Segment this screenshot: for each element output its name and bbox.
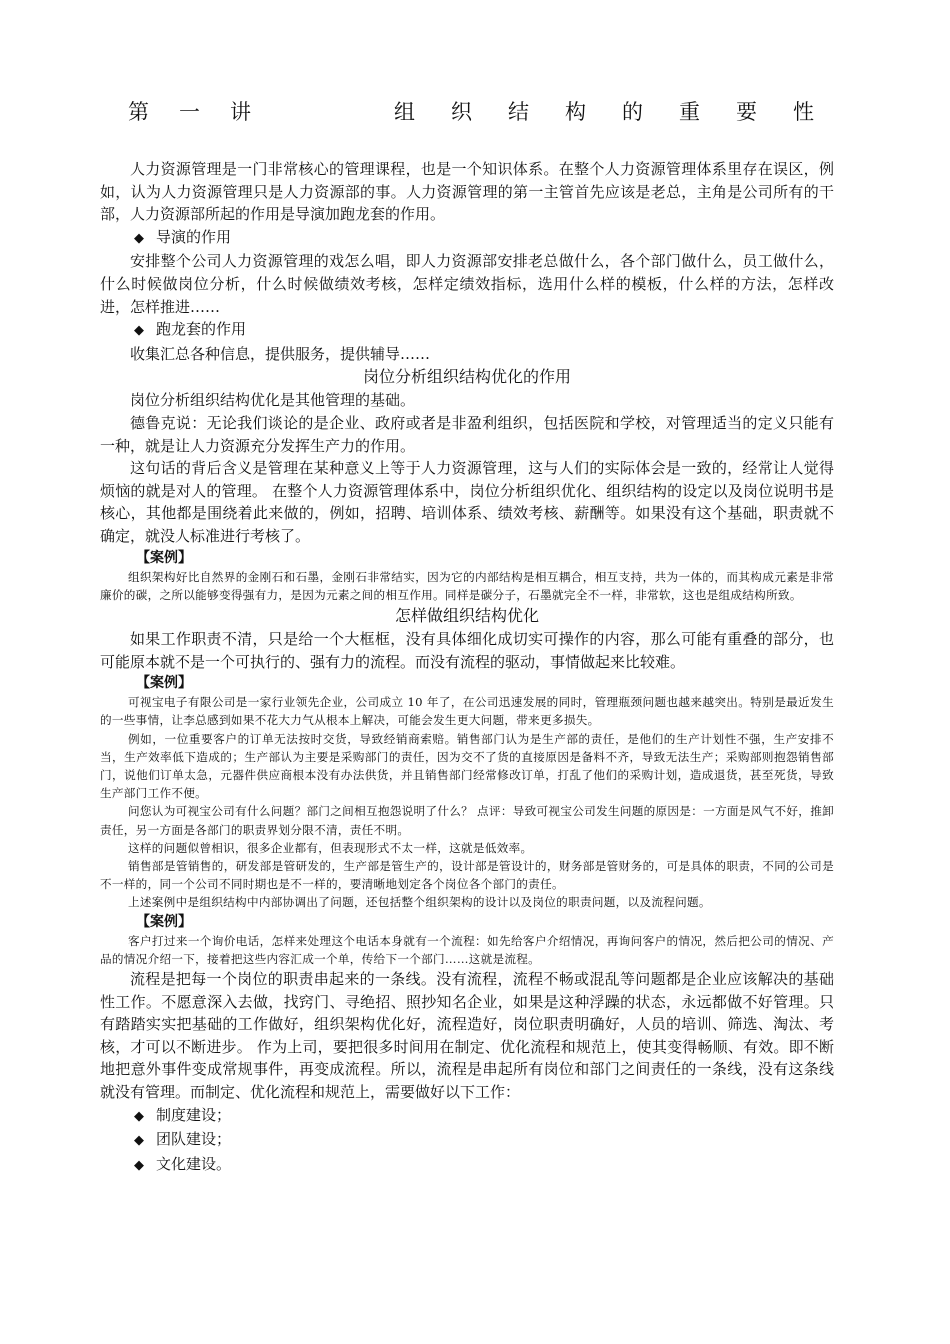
case-paragraph: 上述案例中是组织结构中内部协调出了问题，还包括整个组织架构的设计以及岗位的职责问题，以及流程问题。 (128, 895, 711, 910)
case-paragraph: 可视宝电子有限公司是一家行业领先企业，公司成立 10 年了，在公司迅速发展的同时，管理瓶颈问题也越来越突出。特别是最近发生的一些事情，让李总感到如果不花大力气从根本上解决，可能会发生更大问题，带来更多损失。 (100, 695, 834, 728)
lecture-topic: 组织结构的重要性 (394, 100, 850, 124)
bullet-item (100, 1104, 834, 1129)
body-paragraph: 如果工作职责不清，只是给一个大框框，没有具体细化成切实可操作的内容，那么可能有重叠的部分，也可能原本就不是一个可执行的、强有力的流程。而没有流程的驱动，事情做起来比较难。 (100, 629, 834, 671)
body-paragraph: 流程是把每一个岗位的职责串起来的一条线。没有流程，流程不畅或混乱等问题都是企业应该解决的基础性工作。不愿意深入去做，找窍门、寻绝招、照抄知名企业，如果是这种浮躁的状态，永远都做不好管理。只有踏踏实实把基础的工作做好，组织架构优化好，流程造好，岗位职责明确好，人员的培训、筛选、淘汰、考核，才可以不断进步。 作为上司，要把很多时间用在制定、优化流程和规范上，使其变得畅顺、有效。即不断地把意外事件变成常规事件，再变成流程。所以，流程是串起所有岗位和部门之间责任的一条线，没有这条线就没有管理。而制定、优化流程和规范上，需要做好以下工作： (100, 969, 834, 1101)
case-label: 【案例】 (136, 549, 192, 566)
body-paragraph: 人力资源管理是一门非常核心的管理课程，也是一个知识体系。在整个人力资源管理体系里存在误区，例如，认为人力资源管理只是人力资源部的事。人力资源管理的第一主管首先应该是老总，主角是公司所有的干部，人力资源部所起的作用是导演加跑龙套的作用。 (100, 160, 834, 224)
case-paragraph: 组织架构好比自然界的金刚石和石墨，金刚石非常结实，因为它的内部结构是相互耦合，相互支持，共为一体的，而其构成元素是非常廉价的碳，之所以能够变得强有力，是因为元素之间的相互作用。同样是碳分子，石墨就完全不一样，非常软，这也是组成结构所致。 (100, 569, 834, 602)
bullet-item (100, 318, 834, 343)
page-title (128, 96, 848, 126)
body-paragraph: 这句话的背后含义是管理在某种意义上等于人力资源管理，这与人们的实际体会是一致的，经常让人觉得烦恼的就是对人的管理。 在整个人力资源管理体系中，岗位分析组织优化、组织结构的设定以及岗位说明书是核心，其他都是围绕着此来做的，例如，招聘、培训体系、绩效考核、薪酬等。如果没有这个基础，职责就不确定，就没人标准进行考核了。 (100, 459, 834, 545)
lecture-number: 第一讲 (128, 100, 281, 124)
bullet-item (100, 1128, 834, 1153)
bullet-item (100, 1153, 834, 1178)
case-label: 【案例】 (136, 675, 192, 692)
case-paragraph: 销售部是管销售的，研发部是管研发的，生产部是管生产的，设计部是管设计的，财务部是管财务的，可是具体的职责，不同的公司是不一样的，同一个公司不同时期也是不一样的，要清晰地划定各个岗位各个部门的责任。 (100, 858, 834, 892)
diamond-bullet-icon: ◆ (134, 1157, 144, 1173)
bullet-text: 制度建设； (156, 1105, 232, 1124)
diamond-bullet-icon: ◆ (134, 1108, 144, 1124)
case-label: 【案例】 (136, 913, 192, 930)
body-paragraph: 德鲁克说：无论我们谈论的是企业、政府或者是非盈利组织，包括医院和学校，对管理适当的定义只能有一种，就是让人力资源充分发挥生产力的作用。 (100, 413, 834, 455)
diamond-bullet-icon: ◆ (134, 1133, 144, 1149)
bullet-text: 文化建设。 (156, 1154, 232, 1173)
bullet-text: 团队建设； (156, 1130, 232, 1149)
body-paragraph: 岗位分析组织结构优化是其他管理的基础。 (130, 391, 416, 410)
case-paragraph: 例如，一位重要客户的订单无法按时交货，导致经销商索赔。销售部门认为是生产部的责任，是他们的生产计划性不强，生产安排不当，生产效率低下造成的；生产部认为主要是采购部门的责任，因为交不了货的直接原因是备料不齐，导致无法生产；采购部则抱怨销售部门，说他们订单太急，元器件供应商根本没有办法供货，并且销售部门经常修改订单，打乱了他们的采购计划，造成退货，甚至死货，导致生产部门工作不便。 (100, 731, 834, 801)
case-paragraph: 问您认为可视宝公司有什么问题？部门之间相互抱怨说明了什么？ 点评：导致可视宝公司发生问题的原因是：一方面是风气不好，推卸责任，另一方面是各部门的职责界划分限不清，责任不明。 (100, 804, 834, 837)
section-heading: 怎样做组织结构优化 (394, 605, 539, 625)
bullet-text: 导演的作用 (156, 227, 232, 246)
diamond-bullet-icon: ◆ (134, 230, 144, 246)
case-paragraph: 这样的问题似曾相识，很多企业都有，但表现形式不太一样，这就是低效率。 (128, 840, 533, 855)
body-paragraph: 安排整个公司人力资源管理的戏怎么唱，即人力资源部安排老总做什么，各个部门做什么，员工做什么，什么时候做岗位分析，什么时候做绩效考核，怎样定绩效指标，选用什么样的模板，什么样的方法，怎样改进，怎样推进…… (100, 252, 834, 316)
bullet-item (100, 226, 834, 251)
case-paragraph: 客户打过来一个询价电话，怎样来处理这个电话本身就有一个流程：如先给客户介绍情况，再询问客户的情况，然后把公司的情况、产品的情况介绍一下，接着把这些内容汇成一个单，传给下一个部门……这就是流程。 (100, 933, 834, 966)
body-paragraph: 收集汇总各种信息，提供服务，提供辅导…… (130, 344, 431, 363)
document-body (100, 158, 834, 1177)
diamond-bullet-icon: ◆ (134, 323, 144, 339)
section-heading: 岗位分析组织结构优化的作用 (362, 367, 571, 387)
bullet-text: 跑龙套的作用 (156, 320, 247, 339)
